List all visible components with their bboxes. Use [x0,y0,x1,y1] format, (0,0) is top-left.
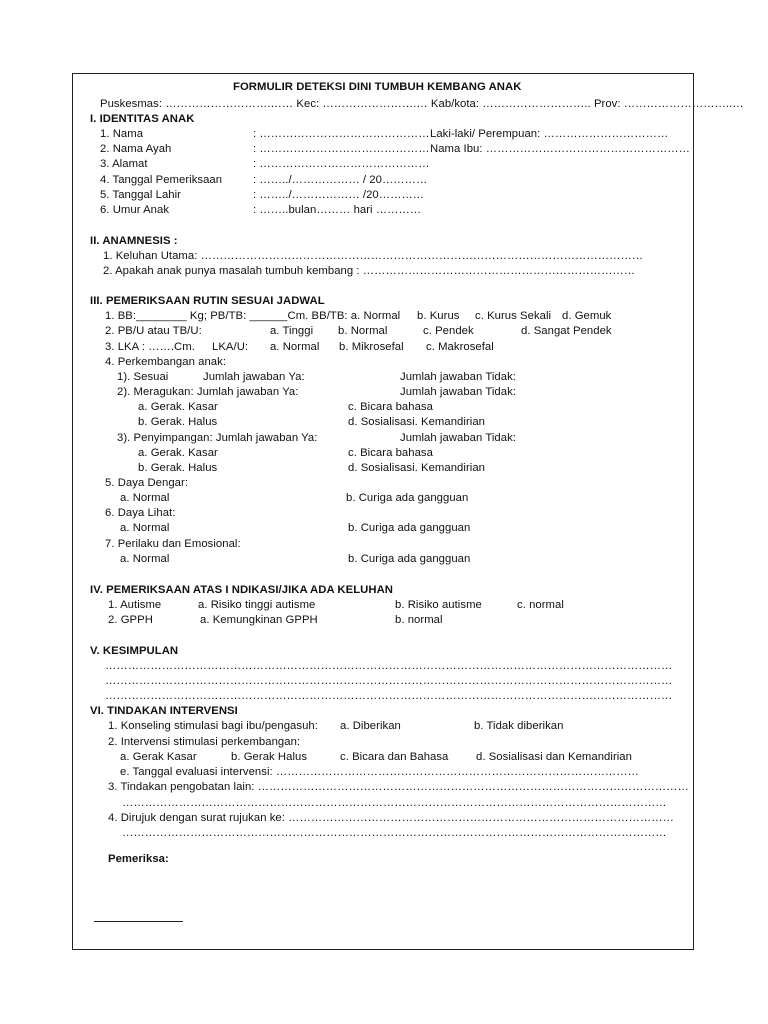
bb-pb-row[interactable]: 1. BB:________ Kg; PB/TB: ______Cm. BB/TB: a. Normal [105,310,401,322]
lkau-label: LKA/U: [212,341,249,353]
nama-field[interactable]: : ……………………………………… [253,128,430,140]
tanggal-evaluasi-field[interactable]: e. Tanggal evaluasi intervensi: …………………………………………………………………………………… [120,766,639,778]
meragukan-ya-field[interactable]: 2). Meragukan: Jumlah jawaban Ya: [117,386,299,398]
alamat-label: 3. Alamat [100,158,148,170]
pbu-sangat-pendek-option[interactable]: d. Sangat Pendek [521,325,612,337]
intervensi-gerak-kasar-option[interactable]: a. Gerak Kasar [120,751,197,763]
intervensi-sosialisasi-option[interactable]: d. Sosialisasi dan Kemandirian [476,751,632,763]
bbtb-kurus-sekali-option[interactable]: c. Kurus Sekali [475,310,552,322]
bbtb-gemuk-option[interactable]: d. Gemuk [562,310,612,322]
sesuai-ya-field[interactable]: Jumlah jawaban Ya: [203,371,305,383]
daya-dengar-label: 5. Daya Dengar: [105,477,189,489]
section-anamnesis-heading: II. ANAMNESIS : [90,235,178,247]
meragukan-bicara-option[interactable]: c. Bicara bahasa [348,401,433,413]
penyimpangan-gerak-kasar-option[interactable]: a. Gerak. Kasar [138,447,218,459]
penyimpangan-gerak-halus-option[interactable]: b. Gerak. Halus [138,462,218,474]
intervensi-stimulasi-label: 2. Intervensi stimulasi perkembangan: [108,736,301,748]
puskesmas-line[interactable]: Puskesmas: ……………………….…… Kec: …………………….… Kab/kota: ……………………….. Prov: ………………………..… [100,98,744,110]
konseling-diberikan-option[interactable]: a. Diberikan [340,720,401,732]
sesuai-label: 1). Sesuai [117,371,169,383]
meragukan-sosialisasi-option[interactable]: d. Sosialisasi. Kemandirian [348,416,485,428]
meragukan-tidak-field[interactable]: Jumlah jawaban Tidak: [400,386,516,398]
gpph-normal-option[interactable]: b. normal [395,614,443,626]
form-title: FORMULIR DETEKSI DINI TUMBUH KEMBANG ANAK [233,81,522,93]
daya-lihat-label: 6. Daya Lihat: [105,507,176,519]
tanggal-pemeriksaan-field[interactable]: : ……../……………… / 20………… [253,174,428,186]
lka-mikrosefal-option[interactable]: b. Mikrosefal [339,341,404,353]
autisme-label: 1. Autisme [108,599,162,611]
jenis-kelamin-field[interactable]: Laki-laki/ Perempuan: …………………………… [430,128,669,140]
tanggal-lahir-field[interactable]: : ……../……………… /20………… [253,189,425,201]
pbu-pendek-option[interactable]: c. Pendek [423,325,474,337]
daya-dengar-normal-option[interactable]: a. Normal [120,492,170,504]
daya-lihat-normal-option[interactable]: a. Normal [120,522,170,534]
pengobatan-lain-continuation[interactable]: ……………………………………………………………………………………………………………………………… [122,797,667,809]
signature-line[interactable] [94,921,183,922]
tanggal-lahir-label: 5. Tanggal Lahir [100,189,181,201]
umur-anak-label: 6. Umur Anak [100,204,170,216]
kesimpulan-line-3[interactable]: …………………………………………………………………………………………………………………………………… [105,690,673,702]
perilaku-normal-option[interactable]: a. Normal [120,553,170,565]
pengobatan-lain-field[interactable]: 3. Tindakan pengobatan lain: …………………………………………………………………………………………………… [108,781,689,793]
section-pemeriksaan-rutin-heading: III. PEMERIKSAAN RUTIN SESUAI JADWAL [90,295,325,307]
kesimpulan-line-2[interactable]: …………………………………………………………………………………………………………………………………… [105,675,673,687]
lka-makrosefal-option[interactable]: c. Makrosefal [426,341,494,353]
daya-lihat-gangguan-option[interactable]: b. Curiga ada gangguan [348,522,471,534]
nama-ayah-field[interactable]: : ……………………………………… [253,143,430,155]
penyimpangan-sosialisasi-option[interactable]: d. Sosialisasi. Kemandirian [348,462,485,474]
umur-anak-field[interactable]: : ……..bulan……… hari ………… [253,204,422,216]
autisme-risiko-option[interactable]: b. Risiko autisme [395,599,482,611]
konseling-label: 1. Konseling stimulasi bagi ibu/pengasuh: [108,720,318,732]
nama-label: 1. Nama [100,128,144,140]
autisme-normal-option[interactable]: c. normal [517,599,564,611]
perilaku-gangguan-option[interactable]: b. Curiga ada gangguan [348,553,471,565]
bbtb-kurus-option[interactable]: b. Kurus [417,310,460,322]
pemeriksa-label: Pemeriksa: [108,853,169,865]
pbu-normal-option[interactable]: b. Normal [338,325,388,337]
rujukan-continuation[interactable]: ……………………………………………………………………………………………………………………………… [122,827,667,839]
daya-dengar-gangguan-option[interactable]: b. Curiga ada gangguan [346,492,469,504]
sesuai-tidak-field[interactable]: Jumlah jawaban Tidak: [400,371,516,383]
penyimpangan-ya-field[interactable]: 3). Penyimpangan: Jumlah jawaban Ya: [117,432,318,444]
meragukan-gerak-halus-option[interactable]: b. Gerak. Halus [138,416,218,428]
masalah-tumbuh-kembang-field[interactable]: 2. Apakah anak punya masalah tumbuh kembang : ……………………………………………………………… [103,265,636,277]
section-identitas-heading: I. IDENTITAS ANAK [90,113,195,125]
penyimpangan-tidak-field[interactable]: Jumlah jawaban Tidak: [400,432,516,444]
lka-field[interactable]: 3. LKA : …….Cm. [105,341,195,353]
meragukan-gerak-kasar-option[interactable]: a. Gerak. Kasar [138,401,218,413]
perilaku-label: 7. Perilaku dan Emosional: [105,538,241,550]
lka-normal-option[interactable]: a. Normal [270,341,320,353]
konseling-tidak-diberikan-option[interactable]: b. Tidak diberikan [474,720,564,732]
intervensi-bicara-option[interactable]: c. Bicara dan Bahasa [340,751,449,763]
nama-ayah-label: 2. Nama Ayah [100,143,172,155]
rujukan-field[interactable]: 4. Dirujuk dengan surat rujukan ke: ………………………………………………………………………………………… [108,812,674,824]
alamat-field[interactable]: : ……………………………………… [253,158,430,170]
keluhan-utama-field[interactable]: 1. Keluhan Utama: ……………………………………………………………………………………………………… [103,250,644,262]
gpph-kemungkinan-option[interactable]: a. Kemungkinan GPPH [200,614,318,626]
gpph-label: 2. GPPH [108,614,153,626]
section-kesimpulan-heading: V. KESIMPULAN [90,645,179,657]
autisme-risiko-tinggi-option[interactable]: a. Risiko tinggi autisme [198,599,316,611]
section-indikasi-heading: IV. PEMERIKSAAN ATAS I NDIKASI/JIKA ADA KELUHAN [90,584,393,596]
penyimpangan-bicara-option[interactable]: c. Bicara bahasa [348,447,433,459]
nama-ibu-field[interactable]: Nama Ibu: ……………………………………………… [430,143,690,155]
perkembangan-label: 4. Perkembangan anak: [105,356,227,368]
section-intervensi-heading: VI. TINDAKAN INTERVENSI [90,705,238,717]
intervensi-gerak-halus-option[interactable]: b. Gerak Halus [231,751,308,763]
pbu-tinggi-option[interactable]: a. Tinggi [270,325,314,337]
kesimpulan-line-1[interactable]: …………………………………………………………………………………………………………………………………… [105,660,673,672]
pbu-label: 2. PB/U atau TB/U: [105,325,202,337]
tanggal-pemeriksaan-label: 4. Tanggal Pemeriksaan [100,174,223,186]
